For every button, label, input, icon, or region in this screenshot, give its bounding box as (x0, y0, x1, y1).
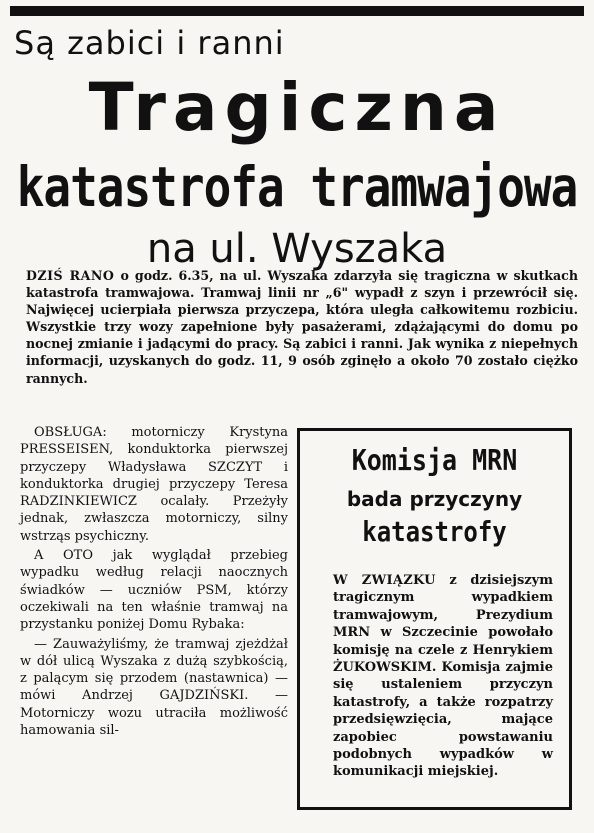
column-paragraph: OBSŁUGA: motorniczy Krystyna PRESSEISEN, konduktorka pierwszej przyczepy Władysława SZCZYT i konduktorka drugiej przyczepy Teresa RADZINKIEWICZ ocalały. Przeżyły jednak, zwłaszcza motorniczy, silny wstrząs psychiczny. (20, 425, 288, 544)
sidebar-body (333, 572, 553, 781)
sidebar-title-line-3: katastrofy (362, 515, 507, 549)
sidebar-box (297, 428, 572, 810)
headline-line-3: na ul. Wyszaka (146, 226, 448, 272)
column-paragraph: A OTO jak wyglądał przebieg wypadku według relacji naocznych świadków — uczniów PSM, którzy oczekiwali na ten właśnie tramwaj na przystanku poniżej Domu Rybaka: (20, 548, 288, 633)
sidebar-text: z dzisiejszym tragicznym wypadkiem tramwajowym, Prezydium MRN w Szczecinie powołało komisję na czele z Henrykiem ŻUKOWSKIM. Komisja zajmie się ustaleniem przyczyn katastrofy, a także rozpatrzy przedsięwzięcia, mające zapobiec powstawaniu podobnych wypadków w komunikacji miejskiej. (333, 573, 553, 780)
sidebar-dateline: W ZWIĄZKU (333, 573, 436, 588)
top-rule (10, 6, 584, 16)
sidebar-title-line-2: bada przyczyny (346, 487, 523, 511)
lead-paragraph (26, 267, 578, 387)
headline-line-2: katastrofa tramwajowa (16, 154, 578, 220)
main-headline: Tragiczna (88, 69, 506, 146)
left-column (20, 424, 288, 739)
column-paragraph: — Zauważyliśmy, że tramwaj zjeżdżał w dół ulicą Wyszaka z dużą szybkością, z palącym się przodem (nastawnica) — mówi Andrzej GAJDZIŃSKI. — Motorniczy wozu utraciła możliwość hamowania sil- (20, 636, 288, 739)
kicker-headline: Są zabici i ranni (14, 24, 285, 62)
lead-text: o godz. 6.35, na ul. Wyszaka zdarzyła się tragiczna w skutkach katastrofa tramwajowa. Tramwaj linii nr „6" wypadł z szyn i przewrócił się. Najwięcej ucierpiała pierwsza przyczepa, która uległa całkowitemu rozbiciu. Wszystkie trzy wozy zapełnione były pasażerami, zdążającymi do domu po nocnej zmianie i jadącymi do pracy. Są zabici i ranni. Jak wynika z niepełnych informacji, uzyskanych do godz. 11, 9 osób zginęło a około 70 zostało ciężko rannych. (26, 268, 578, 386)
sidebar-title-line-1: Komisja MRN (351, 443, 518, 478)
lead-dateline: DZIŚ RANO (26, 268, 115, 283)
